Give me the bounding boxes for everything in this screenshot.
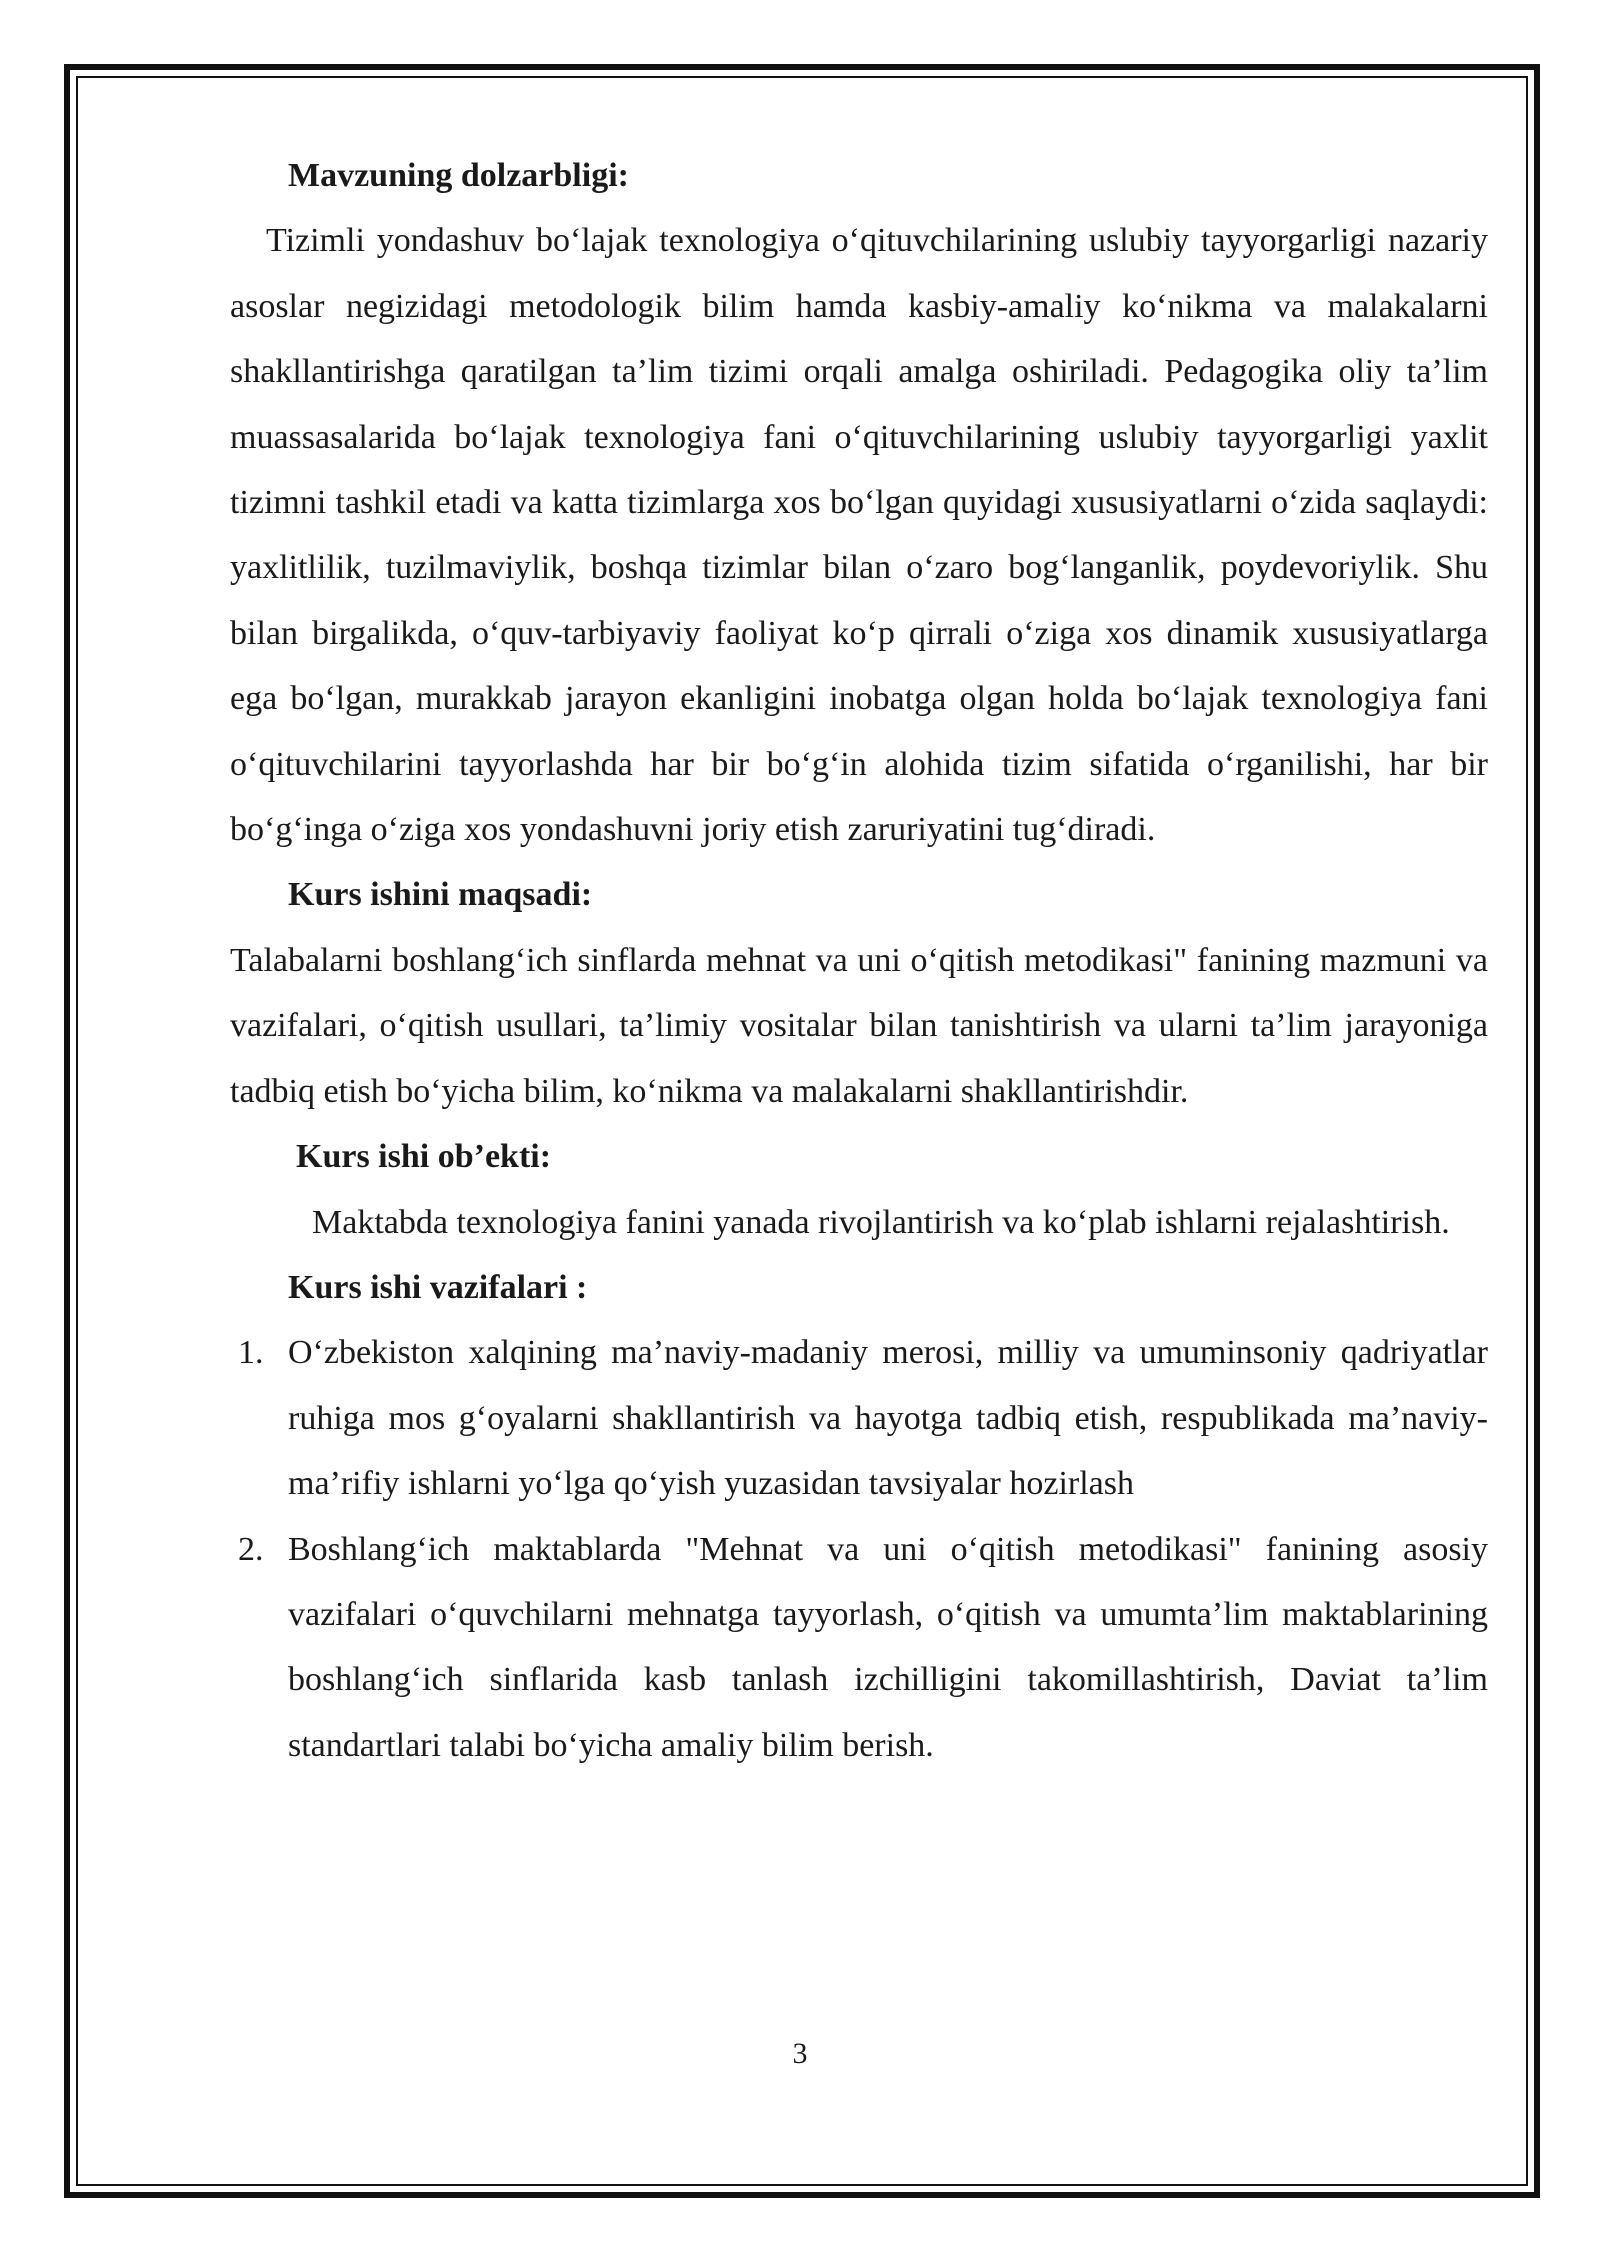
paragraph-dolzarblik: Tizimli yondashuv bo‘lajak texnologiya o‘qituvchilarining uslubiy tayyorgarligi nazariy asoslar negizidagi metodologik bilim hamda kasbiy-amaliy ko‘nikma va malakalarni shakllantirishga qaratilgan ta’lim tizimi orqali amalga oshiriladi. Pedagogika oliy ta’lim muassasalarida bo‘lajak texnologiya fani o‘qituvchilarining uslubiy tayyorgarligi yaxlit tizimni tashkil etadi va katta tizimlarga xos bo‘lgan quyidagi xususiyatlarni o‘zida saqlaydi: yaxlitlilik, tuzilmaviylik, boshqa tizimlar bilan o‘zaro bog‘langanlik, poydevoriylik. Shu bilan birgalikda, o‘quv-tarbiyaviy faoliyat ko‘p qirrali o‘ziga xos dinamik xususiyatlarga ega bo‘lgan, murakkab jarayon ekanligini inobatga olgan holda bo‘lajak texnologiya fani o‘qituvchilarini tayyorlashda har bir bo‘g‘in alohida tizim sifatida o‘rganilishi, har bir bo‘g‘inga o‘ziga xos yondashuvni joriy etish zaruriyatini tug‘diradi. — [230, 222, 1488, 849]
list-item — [230, 1320, 1488, 1516]
list-item — [230, 1517, 1488, 1779]
list-item-text: O‘zbekiston xalqining ma’naviy-madaniy merosi, milliy va umuminsoniy qadriyatlar ruhiga mos g‘oyalarni shakllantirish va hayotga tadbiq etish, respublikada ma’naviy-ma’rifiy ishlarni yo‘lga qo‘yish yuzasidan tavsiyalar hozirlash — [288, 1334, 1488, 1503]
heading-dolzarblik: Mavzuning dolzarbligi: — [288, 157, 629, 194]
page-number: 3 — [792, 2037, 808, 2070]
paragraph-obekt: Maktabda texnologiya fanini yanada rivojlantirish va ko‘plab ishlarni rejalashtirish. — [312, 1203, 1450, 1241]
list-item-number: 2. — [238, 1530, 264, 1568]
list-item-number: 1. — [238, 1334, 264, 1372]
paragraph-maqsad: Talabalarni boshlang‘ich sinflarda mehnat va uni o‘qitish metodikasi" fanining mazmuni va vazifalari, o‘qitish usullari, ta’limiy vositalar bilan tanishtirish va ularni ta’lim jarayoniga tadbiq etish bo‘yicha bilim, ko‘nikma va malakalarni shakllantirishdir. — [230, 941, 1488, 1110]
heading-obekt: Kurs ishi ob’ekti: — [296, 1138, 552, 1176]
list-item-text: Boshlang‘ich maktablarda "Mehnat va uni o‘qitish metodikasi" fanining asosiy vazifalari o‘quvchilarni mehnatga tayyorlash, o‘qitish va umumta’lim maktablarining boshlang‘ich sinflarida kasb tanlash izchilligini takomillashtirish, Daviat ta’lim standartlari talabi bo‘yicha amaliy bilim berish. — [288, 1530, 1488, 1764]
tasks-list — [230, 1320, 1488, 1778]
document-body — [230, 143, 1488, 1778]
heading-maqsad: Kurs ishini maqsadi: — [288, 876, 593, 914]
heading-vazifalar: Kurs ishi vazifalari : — [288, 1268, 588, 1306]
